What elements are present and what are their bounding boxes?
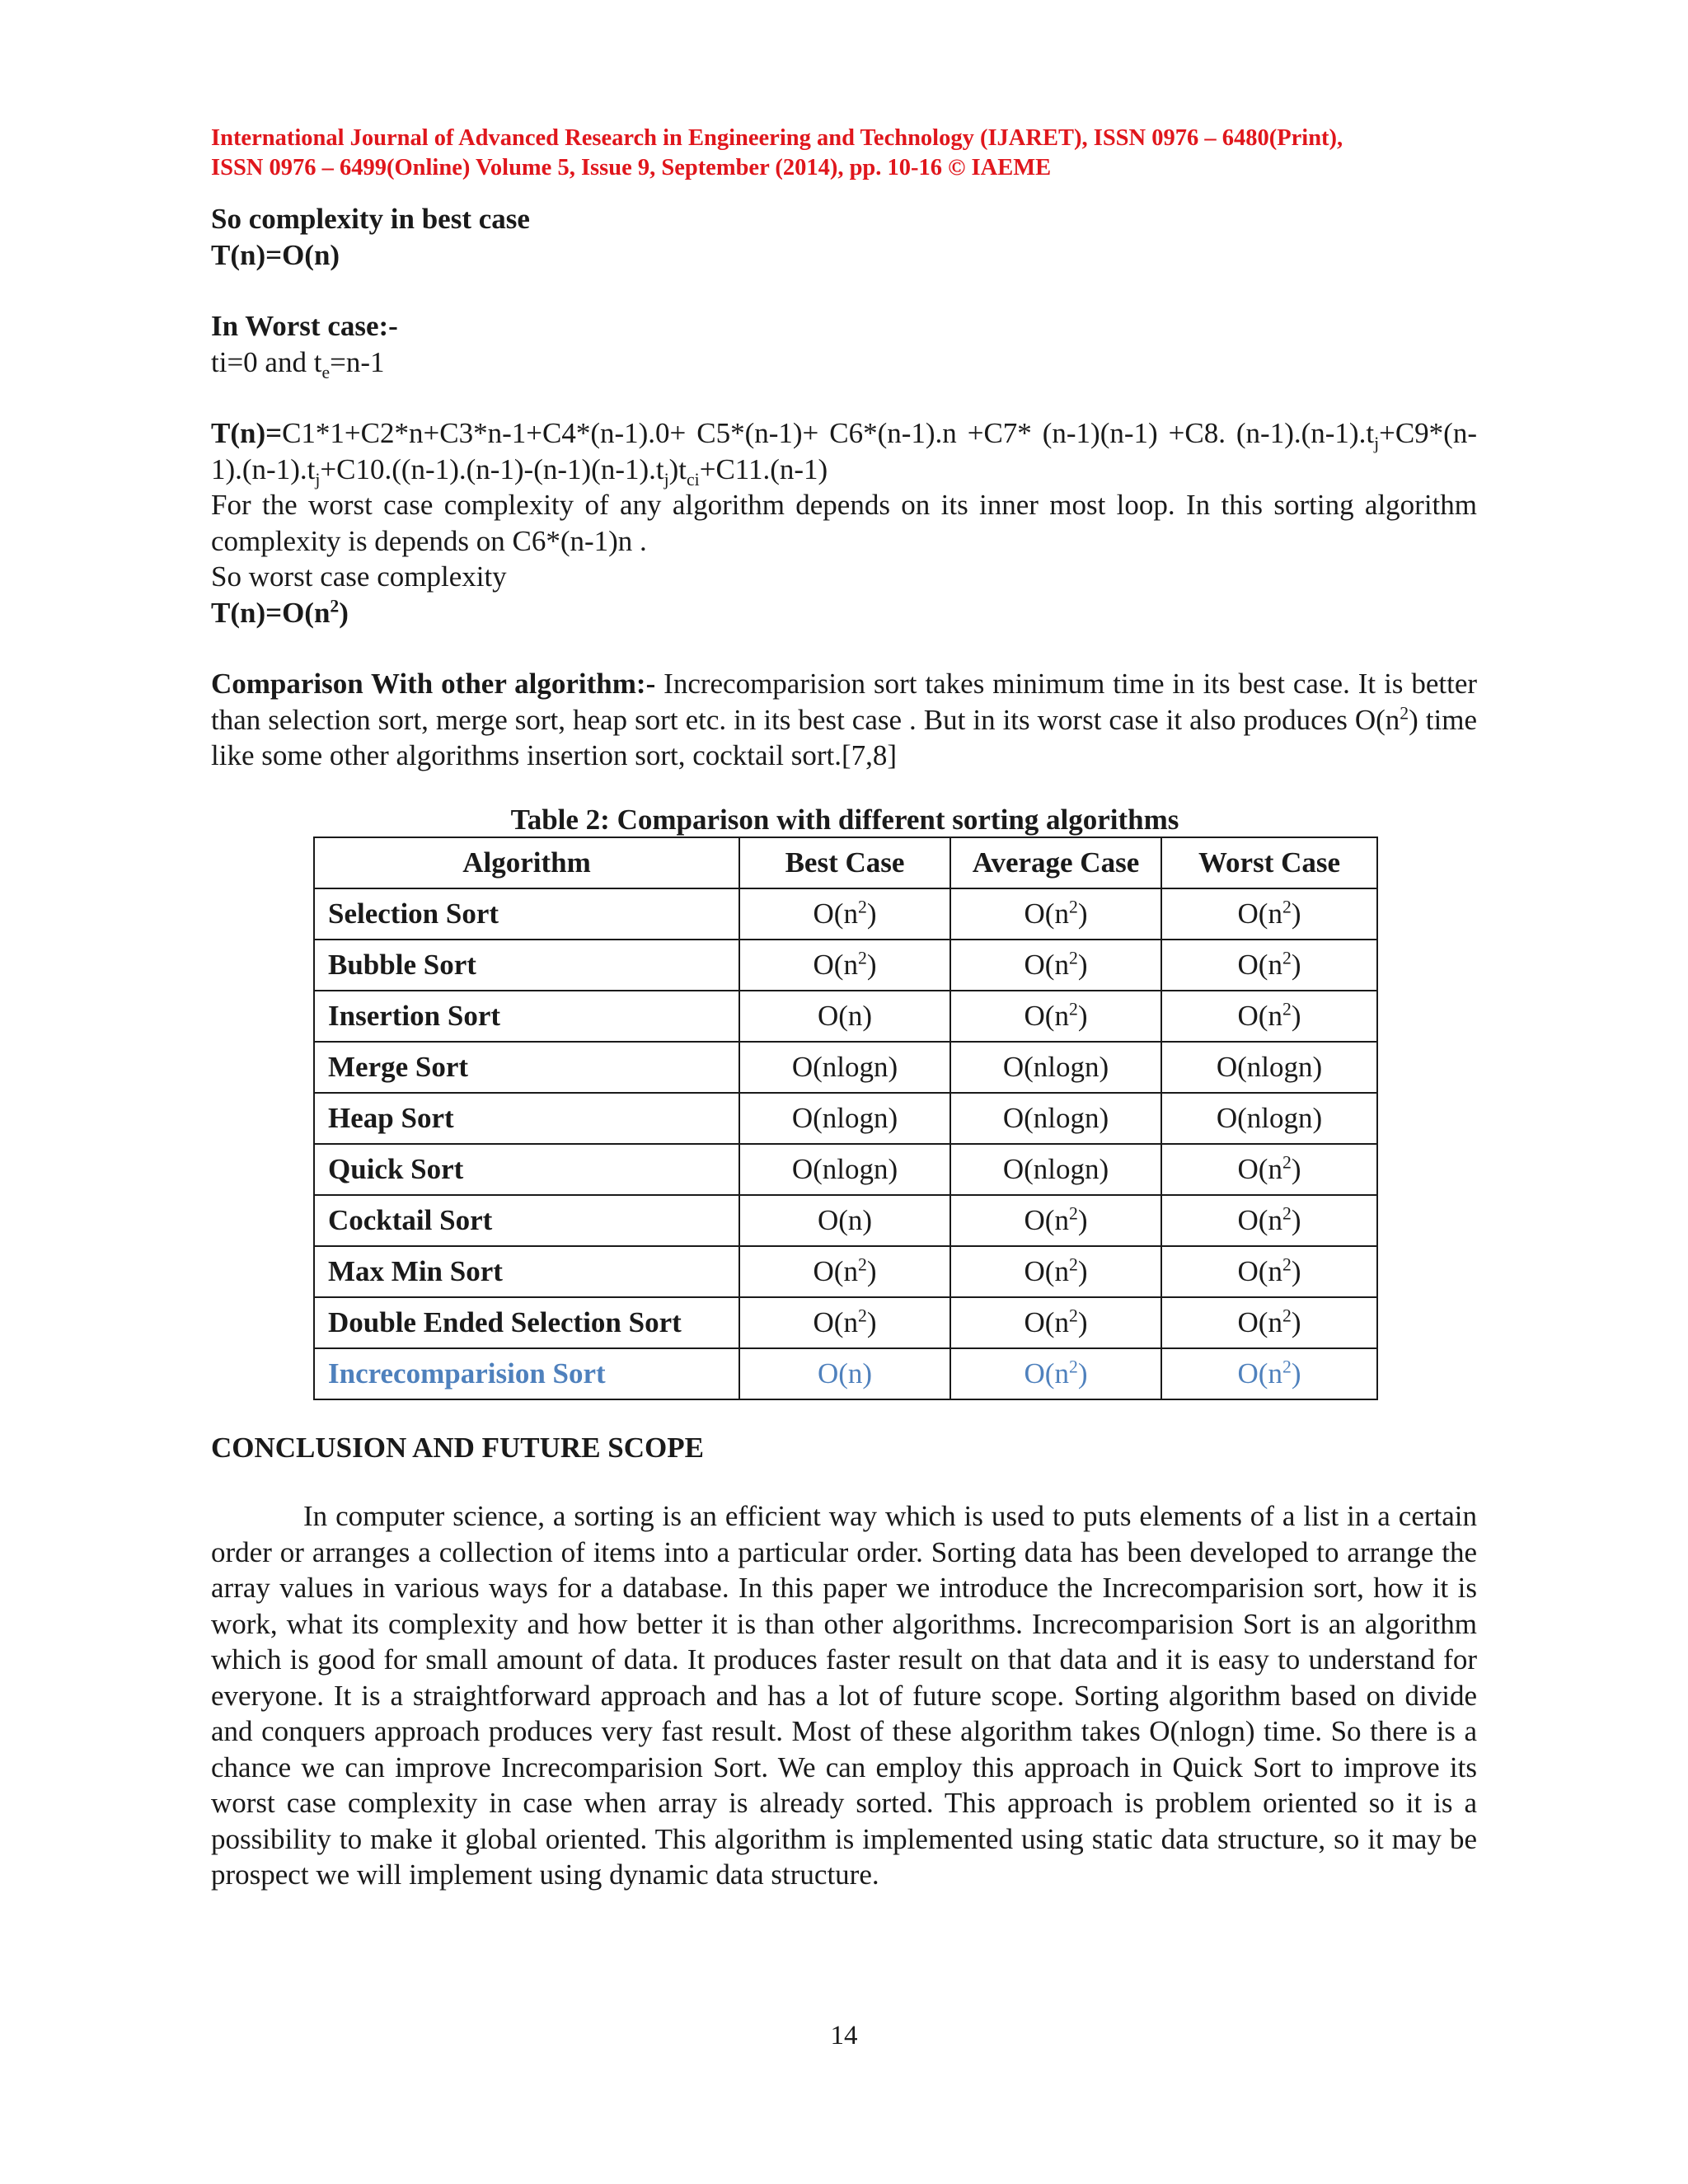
conclusion-paragraph: In computer science, a sorting is an efficient way which is used to puts elements of a list in a certain order or arranges a collection of items into a particular order. Sorting data has been developed to arrange the array values in various ways for a database. In this paper we introduce the Increcomparision sort, how it is work, what its complexity and how better it is than other algorithms. Increcomparision Sort is an algorithm which is good for small amount of data. It produces faster result on that data and it is easy to understand for everyone. It is a straightforward approach and has a lot of future scope. Sorting algorithm based on divide and conquers approach produces very fast result. Most of these algorithm takes O(nlogn) time. So there is a chance we can improve Increcomparision Sort. We can employ this approach in Quick Sort to improve its worst case complexity in case when array is already sorted. This approach is problem oriented so it is a possibility to make it global oriented. This algorithm is implemented using static data structure, so it may be prospect we will implement using dynamic data structure. xyxy=(211,1500,1477,1891)
header-algorithm: Algorithm xyxy=(314,837,739,888)
worst-case-summary: So worst case complexity xyxy=(211,560,507,593)
worst-case-result xyxy=(211,595,1477,631)
worst-case-title: In Worst case:- xyxy=(211,310,398,342)
complexity-avg: $O(n^2)$ xyxy=(950,1195,1161,1246)
complexity-best: O(n) xyxy=(739,991,950,1042)
complexity-avg: $O(n^2)$ xyxy=(950,888,1161,940)
complexity-avg: $O(n^2)$ xyxy=(950,1246,1161,1297)
complexity-best: $O(n^2)$ xyxy=(739,1297,950,1348)
equation-sub-3: j xyxy=(663,469,669,490)
equation-part-2: +C9*(n-1).(n-1).t xyxy=(211,417,1477,485)
equation-sub-4: ci xyxy=(687,469,700,490)
complexity-avg: O(nlogn) xyxy=(950,1144,1161,1195)
table-row xyxy=(314,1093,1377,1144)
header-average-case: Average Case xyxy=(950,837,1161,888)
complexity-worst: $O(n^2)$ xyxy=(1161,1297,1377,1348)
algorithm-name: Bubble Sort xyxy=(314,940,739,991)
complexity-worst: $O(n^2)$ xyxy=(1161,940,1377,991)
table-body xyxy=(314,888,1377,1399)
worst-case-condition-end: =n-1 xyxy=(330,345,385,378)
journal-header-line-1: International Journal of Advanced Research in Engineering and Technology (IJARET), ISSN 0976 – 6480(Print), xyxy=(211,125,1343,151)
complexity-worst: $O(n^2)$ xyxy=(1161,888,1377,940)
comparison-paragraph xyxy=(211,666,1477,774)
best-case-title: So complexity in best case xyxy=(211,203,530,235)
algorithm-name: Double Ended Selection Sort xyxy=(314,1297,739,1348)
equation-part-5: +C11.(n-1) xyxy=(699,452,828,485)
equation-label: T(n)= xyxy=(211,417,283,449)
comparison-text: Increcomparision sort takes minimum time in its best case. It is better than selection sort, merge sort, heap sort etc. in its best case . But in its worst case it also produces O(n xyxy=(211,668,1478,736)
complexity-worst: O(nlogn) xyxy=(1161,1042,1377,1093)
complexity-avg: O(nlogn) xyxy=(950,1093,1161,1144)
complexity-best: O(nlogn) xyxy=(739,1093,950,1144)
complexity-best: O(n) xyxy=(739,1195,950,1246)
complexity-best: $O(n^2)$ xyxy=(739,1246,950,1297)
table-row xyxy=(314,991,1377,1042)
complexity-worst: $O(n^2)$ xyxy=(1161,1348,1377,1399)
table-row xyxy=(314,1348,1377,1399)
complexity-best: $O(n^2)$ xyxy=(739,940,950,991)
worst-case-explanation: For the worst case complexity of any algorithm depends on its inner most loop. In this sorting algorithm complexity is depends on C6*(n-1)n . xyxy=(211,489,1477,557)
complexity-best: $O(n^2)$ xyxy=(739,888,950,940)
table-row xyxy=(314,1144,1377,1195)
worst-case-condition-text: ti=0 and t xyxy=(211,345,322,378)
algorithm-name: Selection Sort xyxy=(314,888,739,940)
equation-part-1: C1*1+C2*n+C3*n-1+C4*(n-1).0+ C5*(n-1)+ C6*(n-1).n +C7* (n-1)(n-1) +C8. (n-1).(n-1).t xyxy=(282,417,1375,449)
worst-result-sup: 2 xyxy=(330,595,340,616)
table-header-row xyxy=(314,837,1377,888)
complexity-best: O(nlogn) xyxy=(739,1042,950,1093)
algorithm-name: Increcomparision Sort xyxy=(314,1348,739,1399)
comparison-label: Comparison With other algorithm:- xyxy=(211,668,656,700)
table-row xyxy=(314,1042,1377,1093)
algorithm-name: Cocktail Sort xyxy=(314,1195,739,1246)
best-case-formula: T(n)=O(n) xyxy=(211,238,340,271)
table-row xyxy=(314,1246,1377,1297)
complexity-avg: $O(n^2)$ xyxy=(950,1348,1161,1399)
complexity-best: O(n) xyxy=(739,1348,950,1399)
table-row xyxy=(314,1297,1377,1348)
comparison-table xyxy=(313,837,1378,1400)
algorithm-name: Merge Sort xyxy=(314,1042,739,1093)
equation-part-4: )t xyxy=(668,452,687,485)
table-row xyxy=(314,888,1377,940)
page-content xyxy=(211,124,1477,1893)
comparison-sup: 2 xyxy=(1400,702,1409,723)
complexity-worst: $O(n^2)$ xyxy=(1161,1246,1377,1297)
algorithm-name: Quick Sort xyxy=(314,1144,739,1195)
complexity-avg: $O(n^2)$ xyxy=(950,1297,1161,1348)
header-worst-case: Worst Case xyxy=(1161,837,1377,888)
complexity-avg: $O(n^2)$ xyxy=(950,991,1161,1042)
table-row xyxy=(314,940,1377,991)
header-best-case: Best Case xyxy=(739,837,950,888)
worst-case-condition-sub: e xyxy=(321,362,331,382)
complexity-worst: $O(n^2)$ xyxy=(1161,1195,1377,1246)
complexity-worst: $O(n^2)$ xyxy=(1161,991,1377,1042)
worst-case-equation xyxy=(211,415,1477,490)
equation-part-3: +C10.((n-1).(n-1)-(n-1)(n-1).t xyxy=(320,452,664,485)
algorithm-name: Max Min Sort xyxy=(314,1246,739,1297)
worst-result-end: ) xyxy=(339,596,349,629)
complexity-avg: O(nlogn) xyxy=(950,1042,1161,1093)
journal-header xyxy=(211,124,1477,183)
equation-sub-1: j xyxy=(1374,434,1380,453)
table-caption: Table 2: Comparison with different sorting algorithms xyxy=(510,803,1179,836)
equation-sub-2: j xyxy=(315,469,321,490)
journal-header-line-2: ISSN 0976 – 6499(Online) Volume 5, Issue 9, September (2014), pp. 10-16 © IAEME xyxy=(211,155,1052,180)
complexity-best: O(nlogn) xyxy=(739,1144,950,1195)
algorithm-name: Heap Sort xyxy=(314,1093,739,1144)
comparison-text-end: ) time like some other algorithms insertion sort, cocktail sort.[7,8] xyxy=(211,703,1477,771)
algorithm-name: Insertion Sort xyxy=(314,991,739,1042)
complexity-worst: O(nlogn) xyxy=(1161,1093,1377,1144)
worst-case-condition xyxy=(211,344,1477,381)
page-number: 14 xyxy=(830,2021,858,2050)
worst-result-text: T(n)=O(n xyxy=(211,596,331,629)
complexity-worst: $O(n^2)$ xyxy=(1161,1144,1377,1195)
table-row xyxy=(314,1195,1377,1246)
complexity-avg: $O(n^2)$ xyxy=(950,940,1161,991)
conclusion-title: CONCLUSION AND FUTURE SCOPE xyxy=(211,1431,704,1464)
